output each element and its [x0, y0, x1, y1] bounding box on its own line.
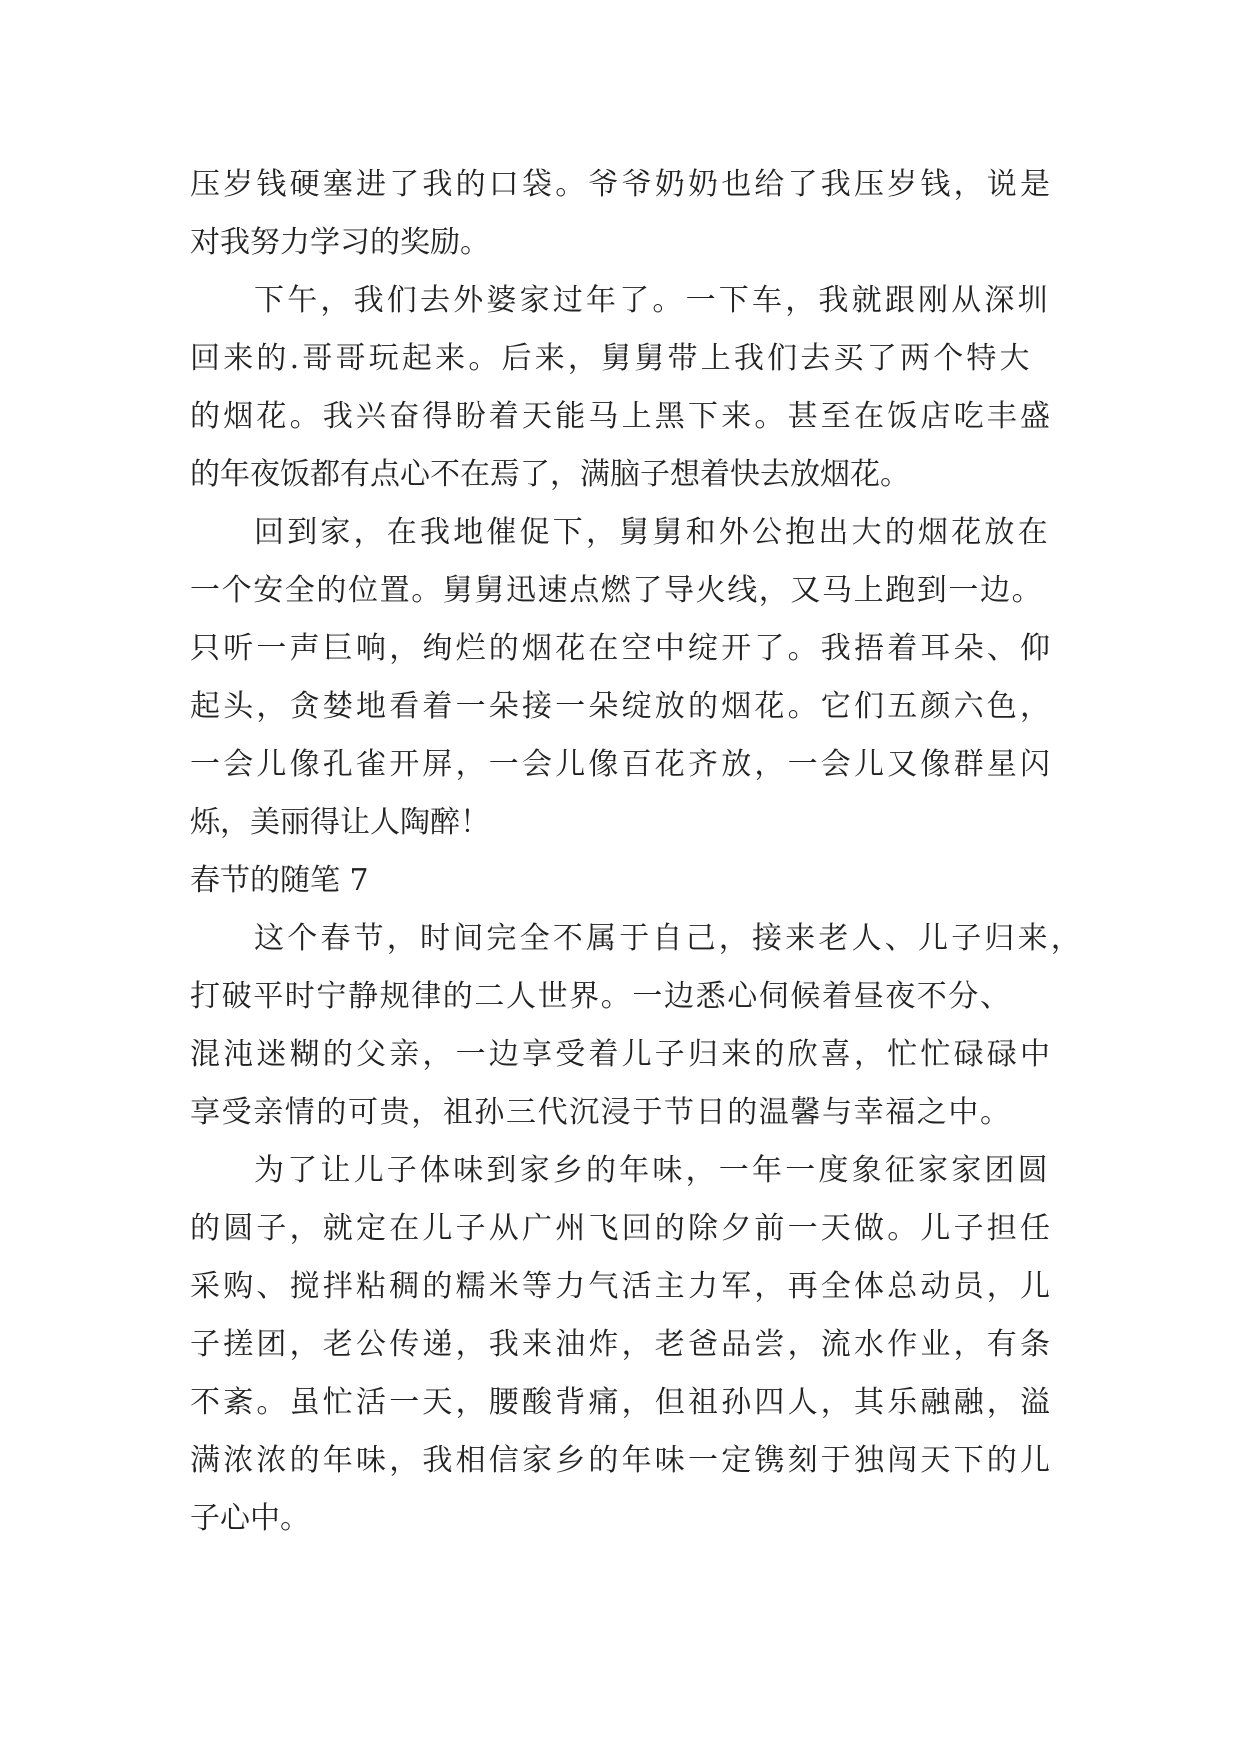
- text-line: 混沌迷糊的父亲，一边享受着儿子归来的欣喜，忙忙碌碌中: [190, 1037, 1054, 1072]
- text-line: 烁，美丽得让人陶醉！: [190, 805, 490, 840]
- paragraph-start: 这个春节，时间完全不属于自己，接来老人、儿子归来，: [254, 921, 1084, 956]
- text-line: 不紊。虽忙活一天，腰酸背痛，但祖孙四人，其乐融融，溢: [190, 1385, 1054, 1420]
- paragraph-start: 为了让儿子体味到家乡的年味，一年一度象征家家团圆: [254, 1153, 1051, 1188]
- text-line: 子搓团，老公传递，我来油炸，老爸品尝，流水作业，有条: [190, 1327, 1054, 1362]
- text-line: 享受亲情的可贵，祖孙三代沉浸于节日的温馨与幸福之中。: [190, 1095, 1012, 1130]
- text-line: 只听一声巨响，绚烂的烟花在空中绽开了。我捂着耳朵、仰: [190, 631, 1054, 666]
- text-line: 打破平时宁静规律的二人世界。一边悉心伺候着昼夜不分、: [190, 979, 1012, 1014]
- text-line: 的烟花。我兴奋得盼着天能马上黑下来。甚至在饭店吃丰盛: [190, 399, 1054, 434]
- paragraph-start: 回到家，在我地催促下，舅舅和外公抱出大的烟花放在: [254, 515, 1051, 550]
- text-line: 对我努力学习的奖励。: [190, 225, 490, 260]
- text-line: 起头，贪婪地看着一朵接一朵绽放的烟花。它们五颜六色，: [190, 689, 1054, 724]
- text-line: 一个安全的位置。舅舅迅速点燃了导火线，又马上跑到一边。: [190, 573, 1044, 608]
- text-line: 回来的.哥哥玩起来。后来，舅舅带上我们去买了两个特大: [190, 341, 1033, 376]
- text-line: 采购、搅拌粘稠的糯米等力气活主力军，再全体总动员，儿: [190, 1269, 1054, 1304]
- text-line: 满浓浓的年味，我相信家乡的年味一定镌刻于独闯天下的儿: [190, 1443, 1054, 1478]
- text-line: 压岁钱硬塞进了我的口袋。爷爷奶奶也给了我压岁钱，说是: [190, 167, 1054, 202]
- paragraph-start: 下午，我们去外婆家过年了。一下车，我就跟刚从深圳: [254, 283, 1051, 318]
- text-line: 的圆子，就定在儿子从广州飞回的除夕前一天做。儿子担任: [190, 1211, 1054, 1246]
- document-page: [190, 0, 1084, 1754]
- text-line: 一会儿像孔雀开屏，一会儿像百花齐放，一会儿又像群星闪: [190, 747, 1054, 782]
- text-line: 的年夜饭都有点心不在焉了，满脑子想着快去放烟花。: [190, 457, 910, 492]
- text-line: 子心中。: [190, 1501, 310, 1536]
- section-title: 春节的随笔 7: [190, 863, 369, 898]
